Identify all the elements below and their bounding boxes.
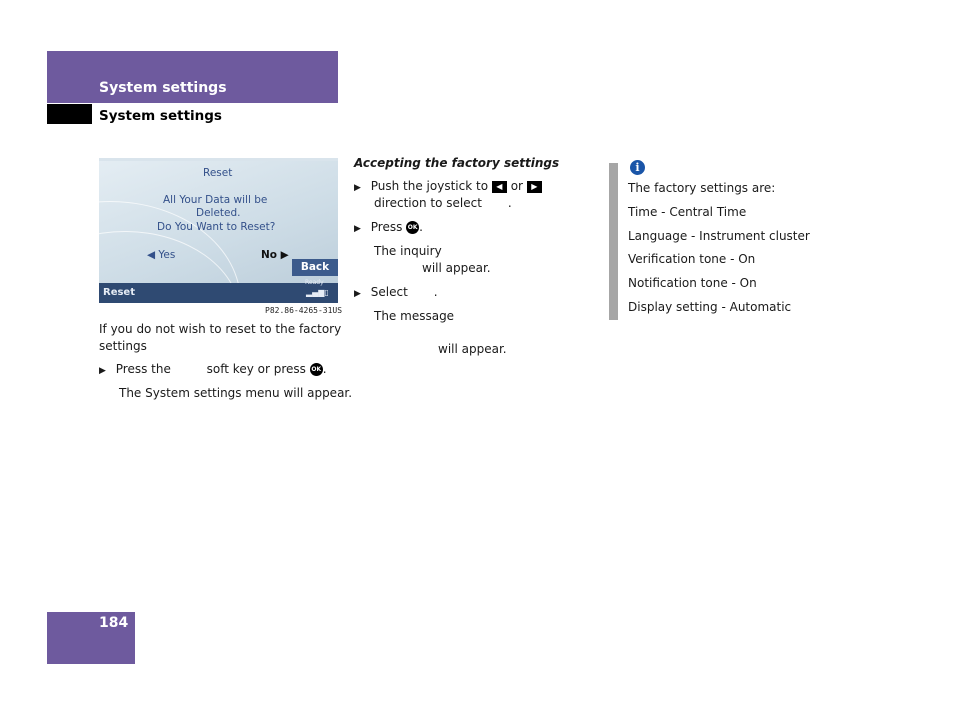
left-result-text: The System settings menu will appear. [119, 386, 353, 400]
info-item: Display setting - Automatic [628, 300, 792, 314]
joystick-right-icon: ▶ [527, 181, 542, 193]
figure-caption: P82.86-4265-31US [265, 306, 343, 315]
section-tab-marker [47, 104, 92, 124]
info-icon: i [630, 160, 645, 175]
screen-status-bar [99, 279, 338, 303]
middle-note-1-cont: will appear. [422, 261, 491, 275]
ok-button-icon: OK [310, 363, 323, 376]
middle-step-1-cont: direction to select . [374, 196, 512, 210]
screen-status-label: Reset [103, 287, 135, 298]
reset-screen-image [99, 158, 338, 303]
screen-message-line: Do You Want to Reset? [157, 221, 276, 233]
screen-heading: Reset [203, 167, 233, 179]
factory-settings-heading: Accepting the factory settings [354, 156, 560, 170]
screen-ready-label: Ready [305, 279, 324, 286]
page-number: 184 [99, 615, 129, 631]
info-item: Language - Instrument cluster [628, 229, 810, 243]
section-title: System settings [99, 80, 227, 96]
bullet-icon: ▶ [354, 289, 361, 299]
middle-note-1: The inquiry [374, 244, 442, 258]
ok-button-icon: OK [406, 221, 419, 234]
screen-no-option: No ▶ [261, 249, 289, 261]
info-item: The factory settings are: [628, 181, 776, 195]
bullet-icon: ▶ [354, 183, 361, 193]
bullet-icon: ▶ [354, 224, 361, 234]
signal-strength-icon: ▂▄▆▯ [306, 288, 329, 297]
joystick-left-icon: ◀ [492, 181, 507, 193]
screen-yes-option: ◀ Yes [147, 249, 176, 261]
left-intro-line: settings [99, 339, 147, 353]
middle-step-3: ▶ Select . [354, 285, 438, 299]
screen-message-line: All Your Data will be [163, 194, 268, 206]
screen-back-softkey: Back [292, 259, 338, 276]
left-step-1: ▶ Press the soft key or press OK . [99, 362, 327, 376]
middle-step-1: ▶ Push the joystick to ◀ or ▶ [354, 178, 542, 197]
page-subtitle: System settings [99, 108, 222, 124]
info-item: Time - Central Time [628, 205, 747, 219]
info-sidebar-bar [609, 163, 618, 320]
left-intro-line: If you do not wish to reset to the factory [99, 322, 342, 336]
middle-note-2: The message [374, 309, 455, 323]
middle-note-2-cont: will appear. [438, 342, 507, 356]
middle-step-2: ▶ Press OK . [354, 220, 423, 234]
info-item: Verification tone - On [628, 252, 756, 266]
bullet-icon: ▶ [99, 366, 106, 376]
screen-message-line: Deleted. [196, 207, 241, 219]
info-item: Notification tone - On [628, 276, 757, 290]
